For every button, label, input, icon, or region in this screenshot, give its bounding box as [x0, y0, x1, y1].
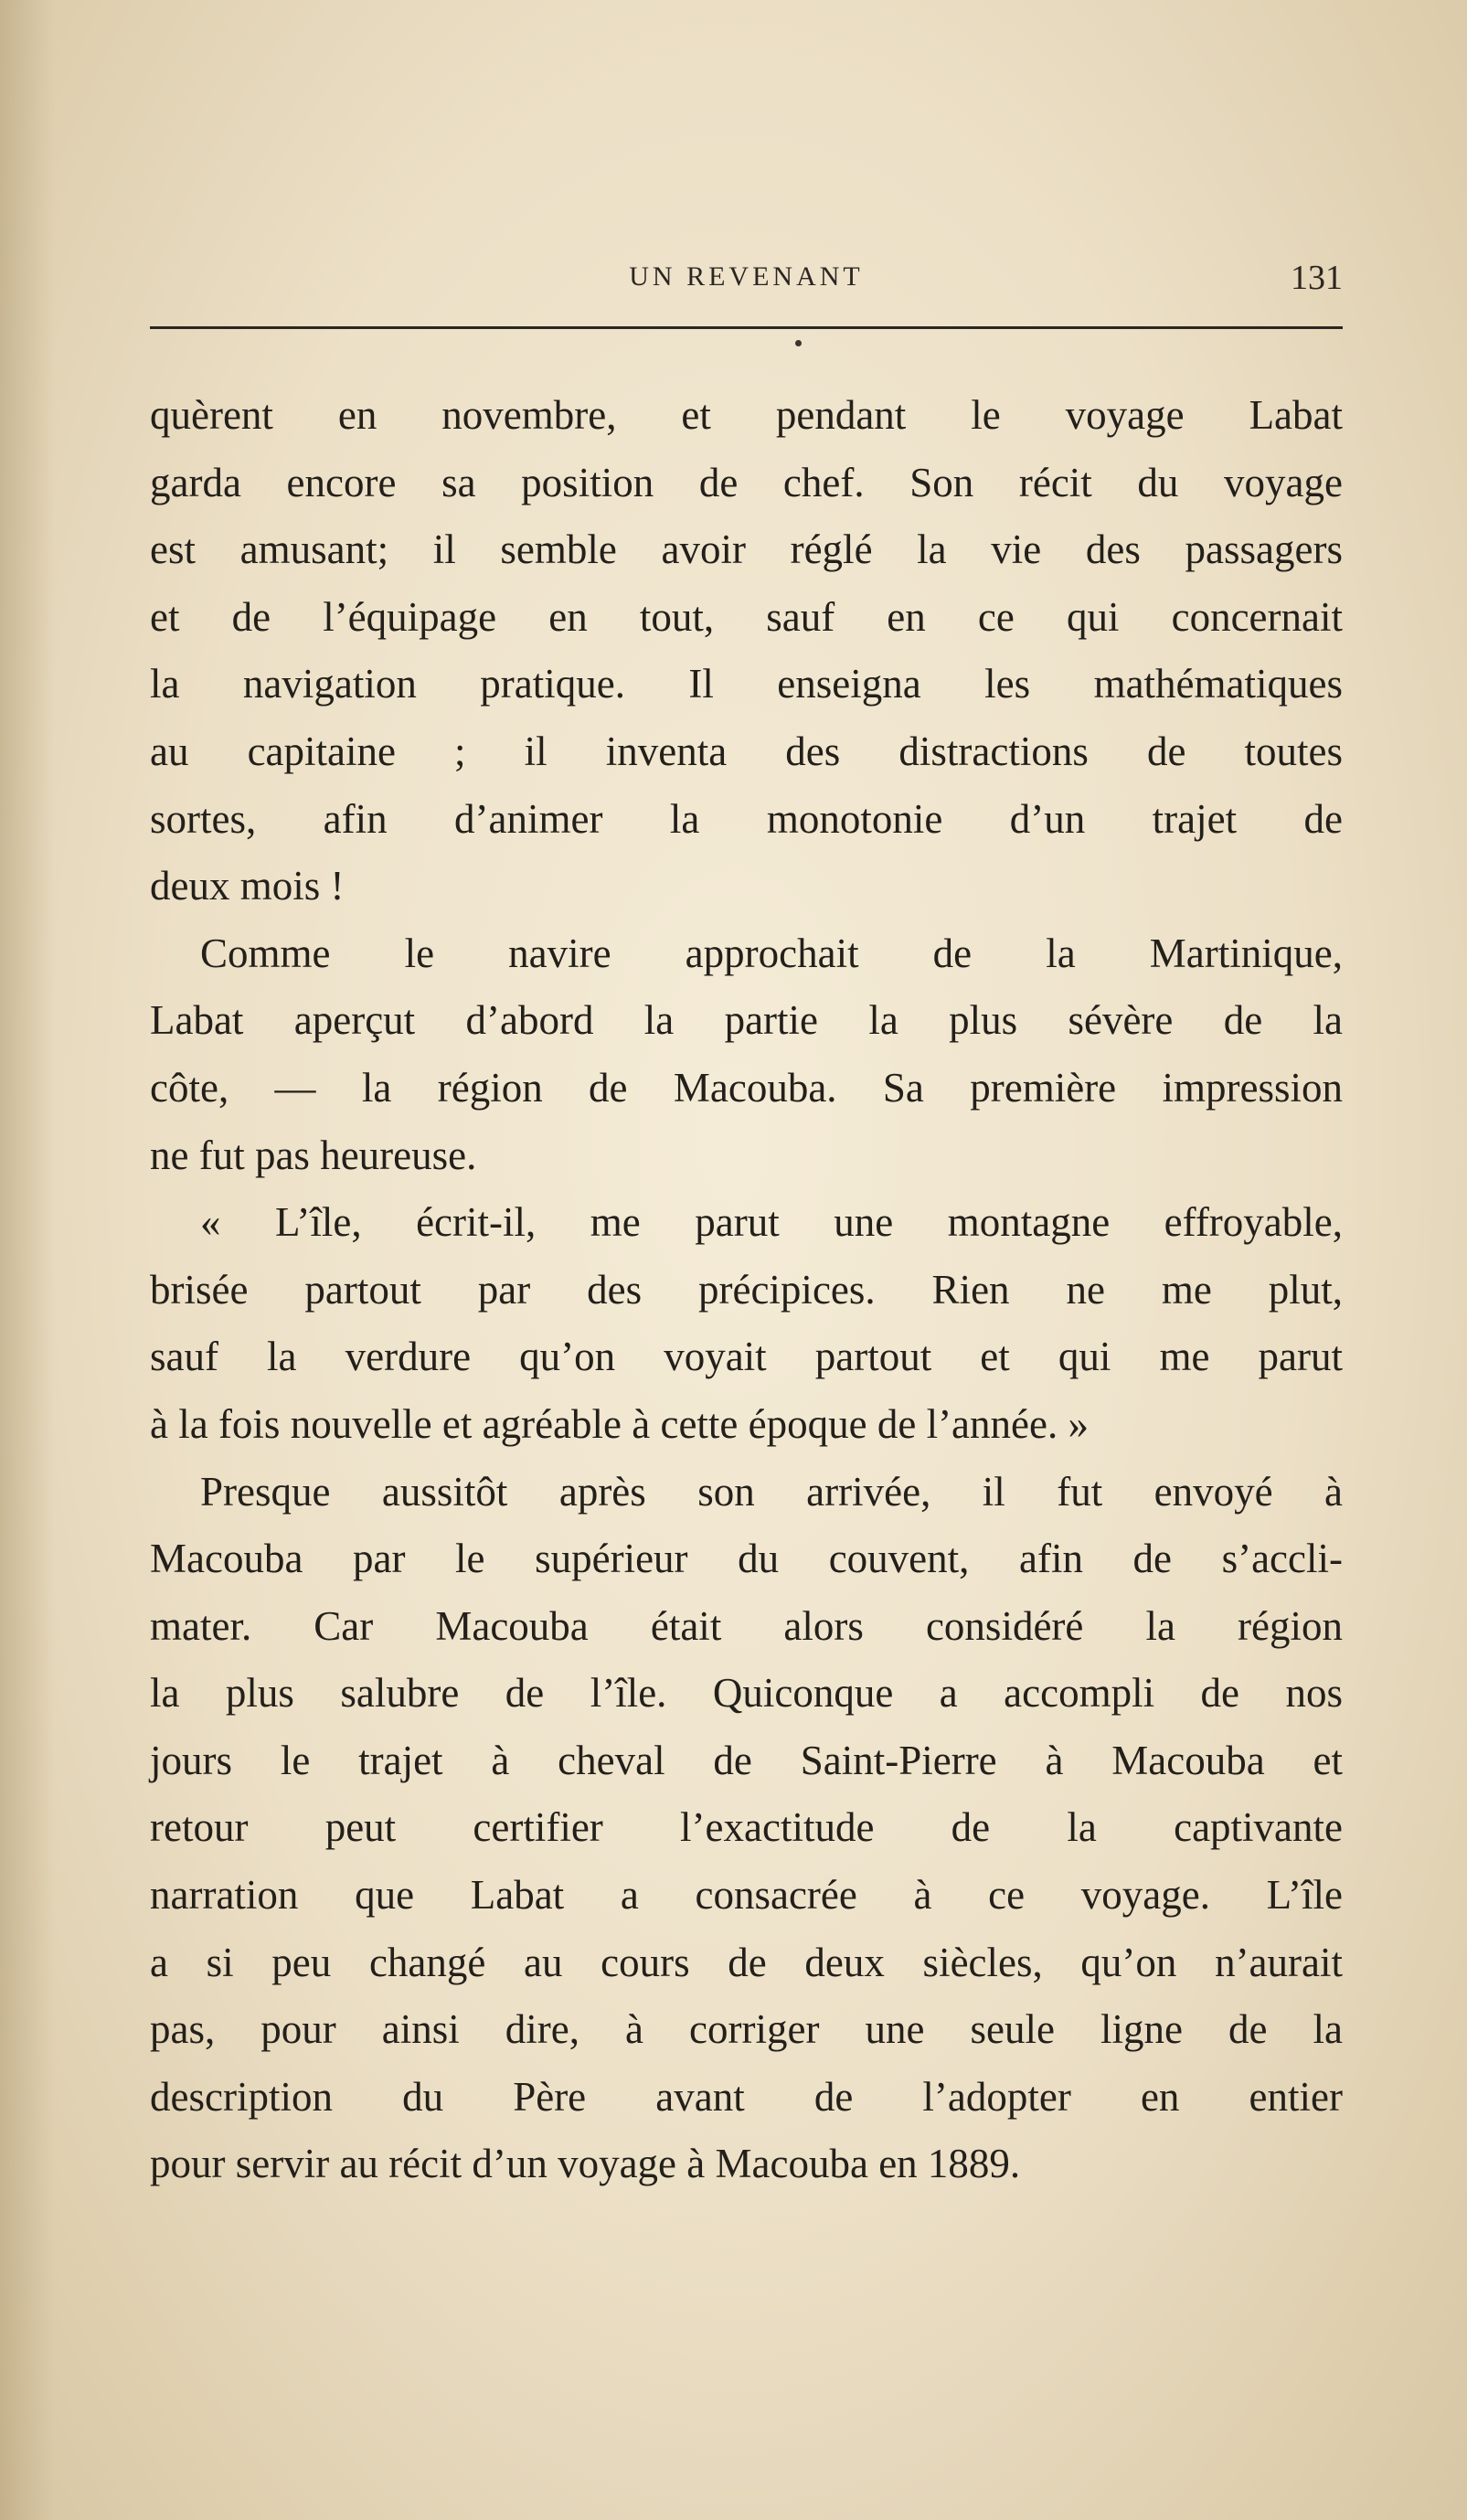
text-line: la navigation pratique. Il enseigna les mathématiques: [150, 661, 1343, 707]
text-line: pour servir au récit d’un voyage à Macouba en 1889.: [150, 2141, 1021, 2187]
page-header: [150, 258, 1343, 297]
text-line: sauf la verdure qu’on voyait partout et qui me parut: [150, 1334, 1343, 1380]
paragraph: [150, 1189, 1343, 1458]
paragraph: [150, 382, 1343, 920]
text-line: narration que Labat a consacrée à ce voyage. L’île: [150, 1872, 1343, 1919]
text-line: « L’île, écrit-il, me parut une montagne effroyable,: [200, 1199, 1343, 1246]
text-line: retour peut certifier l’exactitude de la captivante: [150, 1804, 1343, 1851]
text-line: brisée partout par des précipices. Rien ne me plut,: [150, 1266, 1343, 1313]
text-line: sortes, afin d’animer la monotonie d’un trajet de: [150, 795, 1343, 842]
text-line: côte, — la région de Macouba. Sa première impression: [150, 1064, 1343, 1111]
text-line: a si peu changé au cours de deux siècles, qu’on n’aurait: [150, 1939, 1343, 1985]
text-line: Macouba par le supérieur du couvent, afin de s’accli-: [150, 1536, 1343, 1582]
text-line: à la fois nouvelle et agréable à cette époque de l’année. »: [150, 1400, 1089, 1447]
page-number: 131: [1291, 259, 1343, 297]
text-line: pas, pour ainsi dire, à corriger une seule ligne de la: [150, 2006, 1343, 2053]
paragraph: [150, 920, 1343, 1189]
text-line: Presque aussitôt après son arrivée, il fut envoyé à: [200, 1468, 1343, 1515]
text-line: au capitaine ; il inventa des distractions de toutes: [150, 728, 1343, 774]
text-line: et de l’équipage en tout, sauf en ce qui concernait: [150, 593, 1343, 640]
text-line: la plus salubre de l’île. Quiconque a accompli de nos: [150, 1670, 1343, 1717]
ink-dot: [795, 340, 802, 346]
text-line: Comme le navire approchait de la Martinique,: [200, 930, 1343, 976]
text-line: deux mois !: [150, 863, 345, 909]
text-line: description du Père avant de l’adopter en entier: [150, 2073, 1343, 2120]
header-rule: [150, 326, 1343, 329]
text-line: garda encore sa position de chef. Son récit du voyage: [150, 459, 1343, 505]
text-line: mater. Car Macouba était alors considéré la région: [150, 1602, 1343, 1649]
paragraph: [150, 1459, 1343, 2199]
text-line: Labat aperçut d’abord la partie la plus sévère de la: [150, 997, 1343, 1044]
running-title: UN REVENANT: [629, 261, 864, 292]
text-line: quèrent en novembre, et pendant le voyage Labat: [150, 392, 1343, 438]
page-edge-shadow: [0, 0, 55, 2520]
text-line: jours le trajet à cheval de Saint-Pierre à Macouba et: [150, 1737, 1343, 1783]
text-line: ne fut pas heureuse.: [150, 1132, 477, 1178]
body-text: [150, 382, 1343, 2198]
text-line: est amusant; il semble avoir réglé la vie des passagers: [150, 526, 1343, 573]
